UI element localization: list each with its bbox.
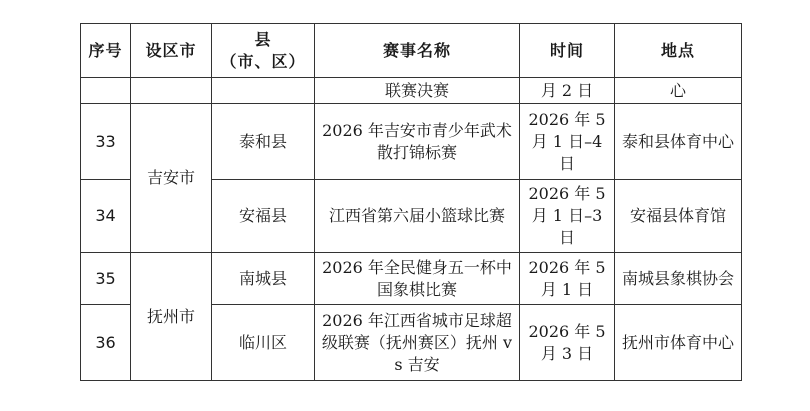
cont-no bbox=[81, 78, 131, 104]
cont-event: 联赛决赛 bbox=[315, 78, 520, 104]
cont-place: 心 bbox=[615, 78, 742, 104]
header-event: 赛事名称 bbox=[315, 24, 520, 78]
events-table bbox=[80, 23, 742, 381]
city-cell: 吉安市 bbox=[131, 104, 212, 253]
row-no: 36 bbox=[81, 305, 131, 381]
header-no: 序号 bbox=[81, 24, 131, 78]
place-cell: 抚州市体育中心 bbox=[615, 305, 742, 381]
event-cell: 2026 年全民健身五一杯中国象棋比赛 bbox=[315, 253, 520, 305]
time-cell: 2026 年 5 月 3 日 bbox=[520, 305, 615, 381]
header-city: 设区市 bbox=[131, 24, 212, 78]
table-row bbox=[81, 104, 742, 180]
header-county-line1: 县 bbox=[254, 29, 272, 49]
header-county-line2: （市、区） bbox=[220, 51, 306, 71]
event-cell: 2026 年吉安市青少年武术散打锦标赛 bbox=[315, 104, 520, 180]
county-cell: 南城县 bbox=[212, 253, 315, 305]
county-cell: 临川区 bbox=[212, 305, 315, 381]
time-cell: 2026 年 5 月 1 日–4 日 bbox=[520, 104, 615, 180]
table-row bbox=[81, 253, 742, 305]
city-cell: 抚州市 bbox=[131, 253, 212, 381]
continuation-row bbox=[81, 78, 742, 104]
cont-city bbox=[131, 78, 212, 104]
time-cell: 2026 年 5 月 1 日 bbox=[520, 253, 615, 305]
row-no: 35 bbox=[81, 253, 131, 305]
event-cell: 2026 年江西省城市足球超级联赛（抚州赛区）抚州 vs 吉安 bbox=[315, 305, 520, 381]
county-cell: 泰和县 bbox=[212, 104, 315, 180]
time-cell: 2026 年 5 月 1 日–3 日 bbox=[520, 180, 615, 253]
event-cell: 江西省第六届小篮球比赛 bbox=[315, 180, 520, 253]
place-cell: 泰和县体育中心 bbox=[615, 104, 742, 180]
header-place: 地点 bbox=[615, 24, 742, 78]
header-row bbox=[81, 24, 742, 78]
row-no: 33 bbox=[81, 104, 131, 180]
county-cell: 安福县 bbox=[212, 180, 315, 253]
header-county bbox=[212, 24, 315, 78]
place-cell: 南城县象棋协会 bbox=[615, 253, 742, 305]
header-time: 时间 bbox=[520, 24, 615, 78]
place-cell: 安福县体育馆 bbox=[615, 180, 742, 253]
cont-county bbox=[212, 78, 315, 104]
cont-time: 月 2 日 bbox=[520, 78, 615, 104]
row-no: 34 bbox=[81, 180, 131, 253]
